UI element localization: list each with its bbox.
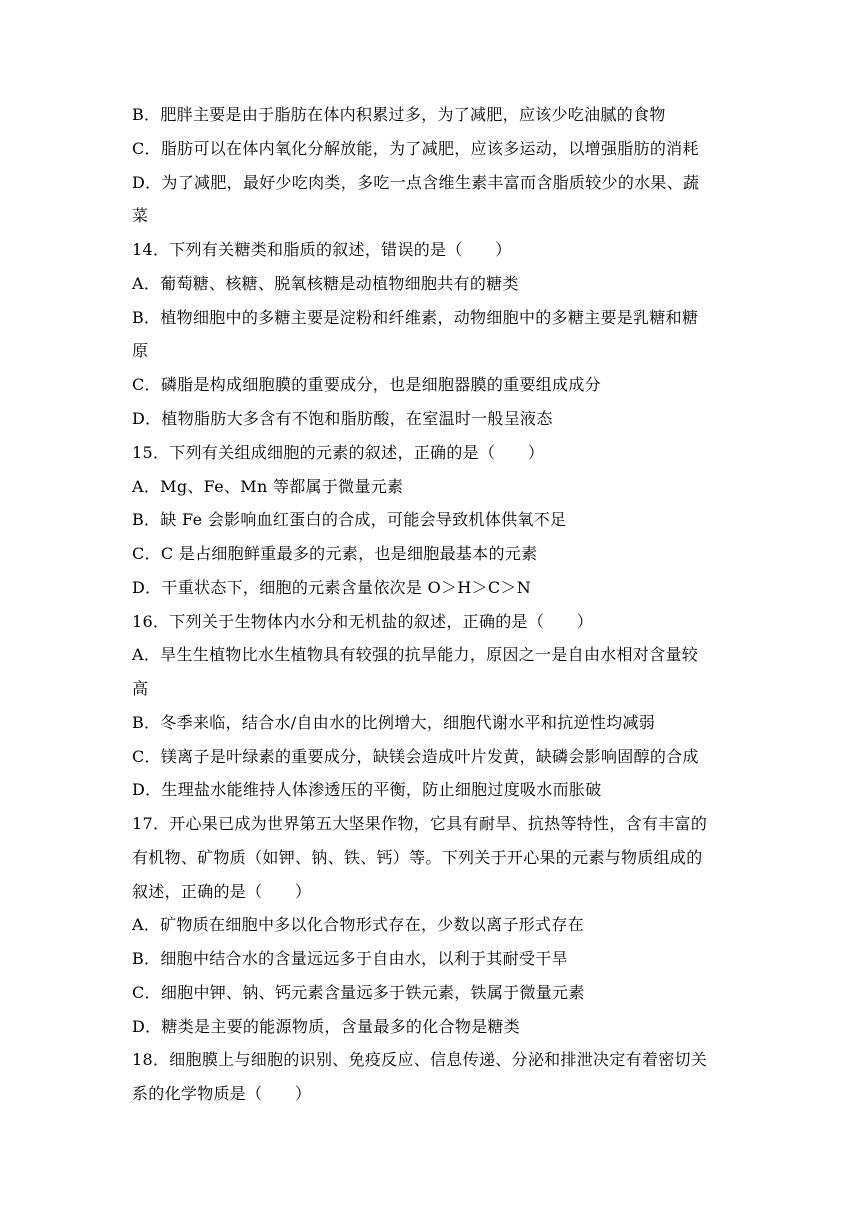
text-line: C．磷脂是构成细胞膜的重要成分，也是细胞器膜的重要组成成分 — [132, 375, 601, 394]
text-line: A．矿物质在细胞中多以化合物形式存在，少数以离子形式存在 — [132, 915, 584, 934]
text-line: B．肥胖主要是由于脂肪在体内积累过多，为了减肥，应该少吃油腻的食物 — [132, 105, 666, 124]
text-line: 菜 — [132, 206, 149, 225]
text-line: D．干重状态下，细胞的元素含量依次是 O＞H＞C＞N — [132, 578, 532, 597]
text-line: A．Mg、Fe、Mn 等都属于微量元素 — [132, 477, 404, 496]
text-line: A．旱生生植物比水生植物具有较强的抗旱能力，原因之一是自由水相对含量较 — [132, 645, 699, 664]
question-18: 18．细胞膜上与细胞的识别、免疫反应、信息传递、分泌和排泄决定有着密切关 — [132, 1050, 708, 1069]
text-line: B．细胞中结合水的含量远远多于自由水，以利于其耐受干旱 — [132, 949, 568, 968]
text-line: 高 — [132, 679, 149, 698]
text-line: C．C 是占细胞鲜重最多的元素，也是细胞最基本的元素 — [132, 544, 538, 563]
text-line: B．植物细胞中的多糖主要是淀粉和纤维素，动物细胞中的多糖主要是乳糖和糖 — [132, 308, 699, 327]
text-line: D．糖类是主要的能源物质，含量最多的化合物是糖类 — [132, 1017, 521, 1036]
text-line: D．植物脂肪大多含有不饱和脂肪酸，在室温时一般呈液态 — [132, 409, 553, 428]
text-line: C．镁离子是叶绿素的重要成分，缺镁会造成叶片发黄，缺磷会影响固醇的合成 — [132, 747, 699, 766]
text-line: 有机物、矿物质（如钾、钠、铁、钙）等。下列关于开心果的元素与物质组成的 — [132, 848, 703, 867]
text-line: A．葡萄糖、核糖、脱氧核糖是动植物细胞共有的糖类 — [132, 274, 519, 293]
question-16: 16．下列关于生物体内水分和无机盐的叙述，正确的是（ ） — [132, 612, 594, 631]
text-line: 系的化学物质是（ ） — [132, 1084, 312, 1103]
text-line: B．冬季来临，结合水/自由水的比例增大，细胞代谢水平和抗逆性均减弱 — [132, 713, 656, 732]
question-14: 14．下列有关糖类和脂质的叙述，错误的是（ ） — [132, 240, 512, 259]
text-line: D．为了减肥，最好少吃肉类，多吃一点含维生素丰富而含脂质较少的水果、蔬 — [132, 173, 700, 192]
text-line: C．脂肪可以在体内氧化分解放能，为了减肥，应该多运动，以增强脂肪的消耗 — [132, 139, 699, 158]
text-line: C．细胞中钾、钠、钙元素含量远多于铁元素，铁属于微量元素 — [132, 983, 585, 1002]
question-17: 17．开心果已成为世界第五大坚果作物，它具有耐旱、抗热等特性，含有丰富的 — [132, 814, 708, 833]
text-line: 叙述，正确的是（ ） — [132, 882, 312, 901]
question-15: 15．下列有关组成细胞的元素的叙述，正确的是（ ） — [132, 443, 545, 462]
text-line: B．缺 Fe 会影响血红蛋白的合成，可能会导致机体供氧不足 — [132, 510, 567, 529]
text-line: 原 — [132, 341, 149, 360]
text-line: D．生理盐水能维持人体渗透压的平衡，防止细胞过度吸水而胀破 — [132, 780, 602, 799]
